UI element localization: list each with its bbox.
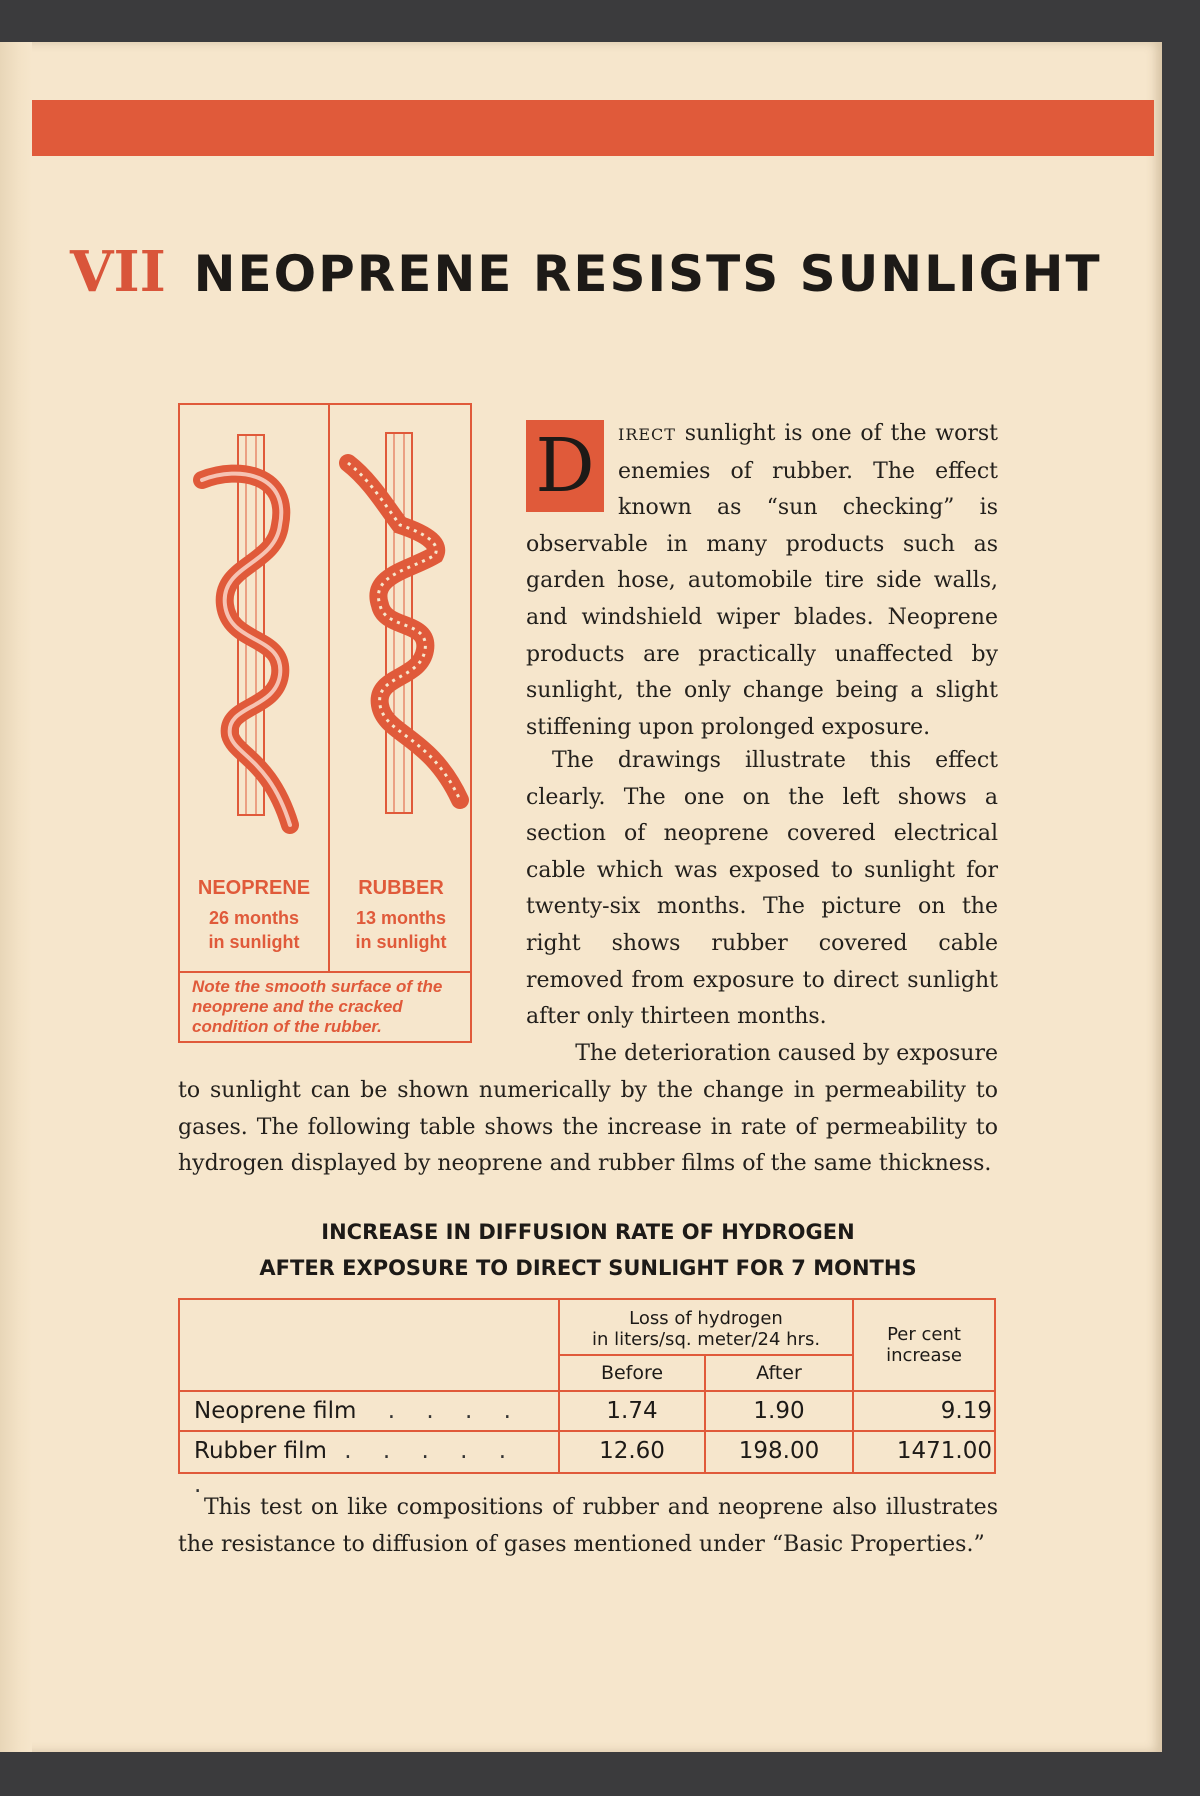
- table-row-label: [194, 1394, 554, 1428]
- table-title-line-1: INCREASE IN DIFFUSION RATE OF HYDROGEN: [321, 1220, 855, 1244]
- row-rubber-percent: 1471.00: [896, 1438, 992, 1464]
- section-heading: [70, 239, 1102, 305]
- header-after: After: [756, 1362, 802, 1384]
- paragraph-1-smallcaps: IRECT: [618, 425, 676, 444]
- cable-illustration: [178, 403, 472, 1043]
- row-neoprene-label: Neoprene film: [194, 1398, 357, 1424]
- paragraph-1: [526, 416, 998, 746]
- rubber-cable-drawing: [348, 433, 460, 813]
- paragraph-1-text: sunlight is one of the worst enemies of rubber. The effect known as “sun checking” is observable in many products such as garden hose, automobile tire side walls, and windshield wiper blades. Neoprene products are practically unaffected by sunlight, the only change being a slight stiffening upon prolonged exposure.: [526, 421, 998, 740]
- neoprene-cable-drawing: [202, 435, 290, 825]
- header-band: [32, 100, 1154, 156]
- row-neoprene-percent: 9.19: [940, 1398, 992, 1424]
- header-percent-line-2: increase: [886, 1345, 962, 1366]
- row-rubber-before: 12.60: [599, 1438, 665, 1464]
- closing-paragraph: This test on like compositions of rubber and neoprene also illustrates the resistance to diffusion of gases mentioned under “Basic Properties.”: [178, 1495, 998, 1557]
- row-neoprene-before: 1.74: [606, 1398, 658, 1424]
- table-title-line-2: AFTER EXPOSURE TO DIRECT SUNLIGHT FOR 7 MONTHS: [259, 1256, 917, 1280]
- header-before: Before: [600, 1362, 664, 1384]
- paragraph-2: The drawings illustrate this effect clearly. The one on the left shows a section of neoprene covered electrical cable which was exposed to sunlight for twenty-six months. The picture on the right shows rubber covered cable removed from exposure to direct sunlight after only thirteen months.: [526, 748, 998, 1030]
- row-rubber-after: 198.00: [738, 1438, 820, 1464]
- header-loss-line-2: in liters/sq. meter/24 hrs.: [591, 1329, 821, 1350]
- neoprene-caption: [180, 877, 328, 954]
- neoprene-label: NEOPRENE: [197, 877, 311, 899]
- rubber-exposure: in sunlight: [355, 932, 447, 952]
- row-neoprene-dots: . . . .: [387, 1398, 523, 1424]
- section-number: VII: [70, 239, 166, 305]
- hydrogen-diffusion-table: [178, 1298, 996, 1498]
- row-neoprene-after: 1.90: [753, 1398, 805, 1424]
- drop-cap: D: [526, 420, 604, 512]
- neoprene-exposure: in sunlight: [208, 932, 300, 952]
- header-percent-line-1: Per cent: [887, 1324, 961, 1345]
- rubber-caption: [330, 877, 472, 954]
- rubber-label: RUBBER: [358, 877, 444, 899]
- neoprene-duration: 26 months: [208, 908, 300, 928]
- illustration-rule: [180, 971, 470, 973]
- header-loss-line-1: Loss of hydrogen: [629, 1308, 783, 1329]
- paragraph-3: to sunlight can be shown numerically by the change in permeability to gases. The following table shows the increase in rate of permeability to hydrogen displayed by neoprene and rubber films of the same thickness.: [178, 1078, 998, 1177]
- row-rubber-dots: . . . . . .: [194, 1438, 519, 1498]
- binding-edge: [0, 42, 32, 1752]
- rubber-duration: 13 months: [355, 908, 447, 928]
- header-loss: [560, 1308, 852, 1350]
- header-percent: [854, 1324, 994, 1366]
- illustration-note: Note the smooth surface of the neoprene and the cracked condition of the rubber.: [192, 977, 443, 1036]
- section-title: NEOPRENE RESISTS SUNLIGHT: [193, 245, 1102, 303]
- row-rubber-label: Rubber film: [194, 1438, 327, 1464]
- paragraph-3-start: The deterioration caused by exposure: [575, 1041, 998, 1066]
